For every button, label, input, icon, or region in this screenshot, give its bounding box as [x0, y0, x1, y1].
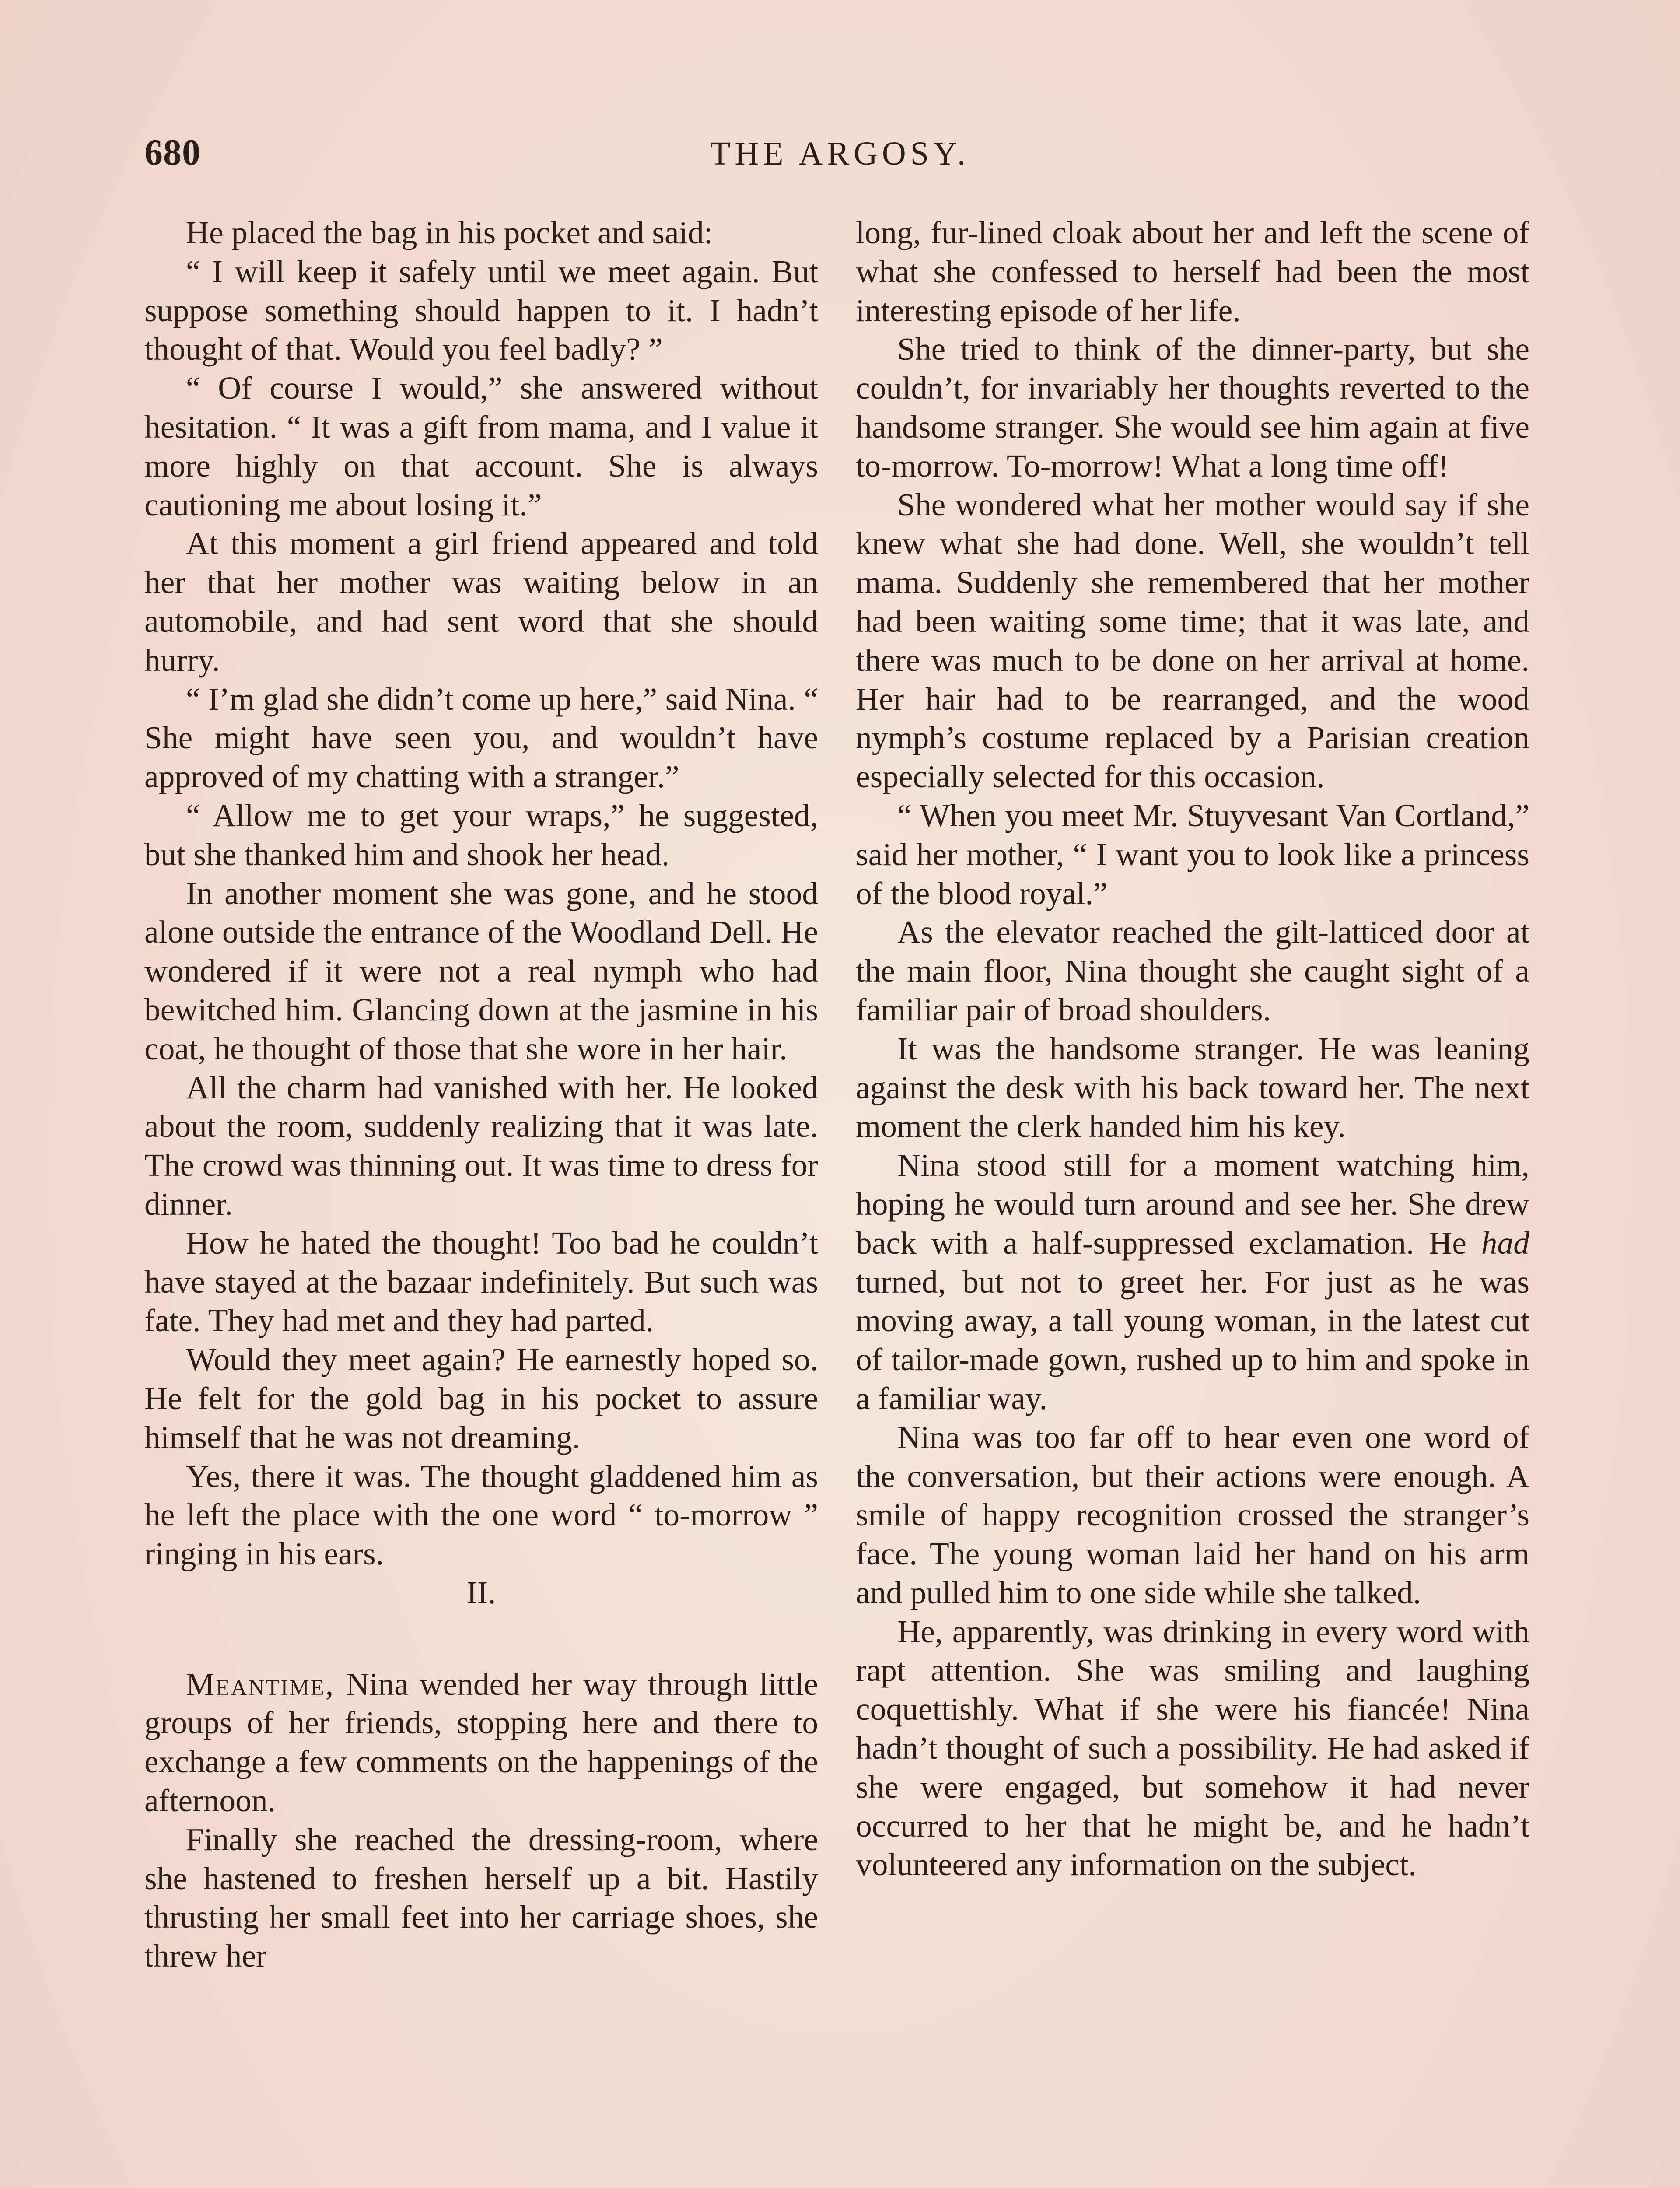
- continued-paragraph: long, fur-lined cloak about her and left the scene of what she confessed to herself had been the most interesting episode of her life.: [856, 215, 1530, 328]
- section-paragraph-text: Nina wended her way through little groups of her friends, stopping here and there to exchange a few comments on the happenings of the afternoon.: [144, 1666, 818, 1819]
- paragraph: All the charm had vanished with her. He looked about the room, suddenly realizing that it was late. The crowd was thinning out. It was time to dress for dinner.: [144, 1069, 818, 1222]
- page-number: 680: [144, 132, 201, 173]
- paragraph: She tried to think of the dinner-party, but she couldn’t, for invariably her thoughts reverted to the handsome stranger. She would see him again at five to-morrow. To-morrow! What a long time off!: [856, 331, 1530, 484]
- paragraph: He, apparently, was drinking in every word with rapt attention. She was smiling and laughing coquettishly. What if she were his fiancée! Nina hadn’t thought of such a possibility. He had asked if she were engaged, but somehow it had never occurred to her that he might be, and he hadn’t volunteered any information on the subject.: [856, 1613, 1530, 1883]
- paragraph-with-italic: [856, 1146, 1530, 1418]
- paragraph: “ Of course I would,” she answered without hesitation. “ It was a gift from mama, and I value it more highly on that account. She is always cautioning me about losing it.”: [144, 370, 818, 522]
- paragraph: Would they meet again? He earnestly hoped so. He felt for the gold bag in his pocket to assure himself that he was not dreaming.: [144, 1342, 818, 1455]
- paragraph-text: Nina stood still for a moment watching him, hoping he would turn around and see her. She drew back with a half-suppressed exclamation. He: [856, 1147, 1530, 1261]
- left-column: [144, 214, 818, 1976]
- paragraph: “ I will keep it safely until we meet again. But suppose something should happen to it. I hadn’t thought of that. Would you feel badly? ”: [144, 253, 818, 367]
- italic-word: had: [1481, 1225, 1530, 1261]
- section-opening-paragraph: [144, 1665, 818, 1820]
- paragraph: “ When you meet Mr. Stuyvesant Van Cortland,” said her mother, “ I want you to look like a princess of the blood royal.”: [856, 797, 1530, 911]
- paragraph: As the elevator reached the gilt-latticed door at the main floor, Nina thought she caught sight of a familiar pair of broad shoulders.: [856, 914, 1530, 1027]
- paragraph: Yes, there it was. The thought gladdened him as he left the place with the one word “ to-morrow ” ringing in his ears.: [144, 1458, 818, 1572]
- page-header: [144, 131, 1536, 179]
- paragraph: How he hated the thought! Too bad he couldn’t have stayed at the bazaar indefinitely. But such was fate. They had met and they had parted.: [144, 1225, 818, 1339]
- paragraph: Finally she reached the dressing-room, where she hastened to freshen herself up a bit. Hastily thrusting her small feet into her carriage shoes, she threw her: [144, 1821, 818, 1974]
- running-head: THE ARGOSY.: [710, 135, 970, 172]
- paragraph: Nina was too far off to hear even one word of the conversation, but their actions were enough. A smile of happy recognition crossed the stranger’s face. The young woman laid her hand on his arm and pulled him to one side while she talked.: [856, 1419, 1530, 1610]
- paragraph: She wondered what her mother would say if she knew what she had done. Well, she wouldn’t tell mama. Suddenly she remembered that her mother had been waiting some time; that it was late, and there was much to be done on her arrival at home. Her hair had to be rearranged, and the wood nymph’s costume replaced by a Parisian creation especially selected for this occasion.: [856, 487, 1530, 795]
- paragraph: In another moment she was gone, and he stood alone outside the entrance of the Woodland Dell. He wondered if it were not a real nymph who had bewitched him. Glancing down at the jasmine in his coat, he thought of those that she wore in her hair.: [144, 875, 818, 1066]
- section-opening-word: Meantime,: [186, 1666, 335, 1702]
- paragraph: “ Allow me to get your wraps,” he suggested, but she thanked him and shook her head.: [144, 797, 818, 872]
- paragraph: “ I’m glad she didn’t come up here,” said Nina. “ She might have seen you, and wouldn’t have approved of my chatting with a stranger.”: [144, 681, 818, 795]
- section-number: II.: [466, 1574, 496, 1610]
- paragraph: He placed the bag in his pocket and said:: [186, 215, 713, 250]
- paragraph: At this moment a girl friend appeared and told her that her mother was waiting below in an automobile, and had sent word that she should hurry.: [144, 526, 818, 678]
- right-column: [856, 214, 1530, 1884]
- paragraph-text: turned, but not to greet her. For just as he was moving away, a tall young woman, in the latest cut of tailor-made gown, rushed up to him and spoke in a familiar way.: [856, 1264, 1530, 1416]
- paragraph: It was the handsome stranger. He was leaning against the desk with his back toward her. The next moment the clerk handed him his key.: [856, 1031, 1530, 1144]
